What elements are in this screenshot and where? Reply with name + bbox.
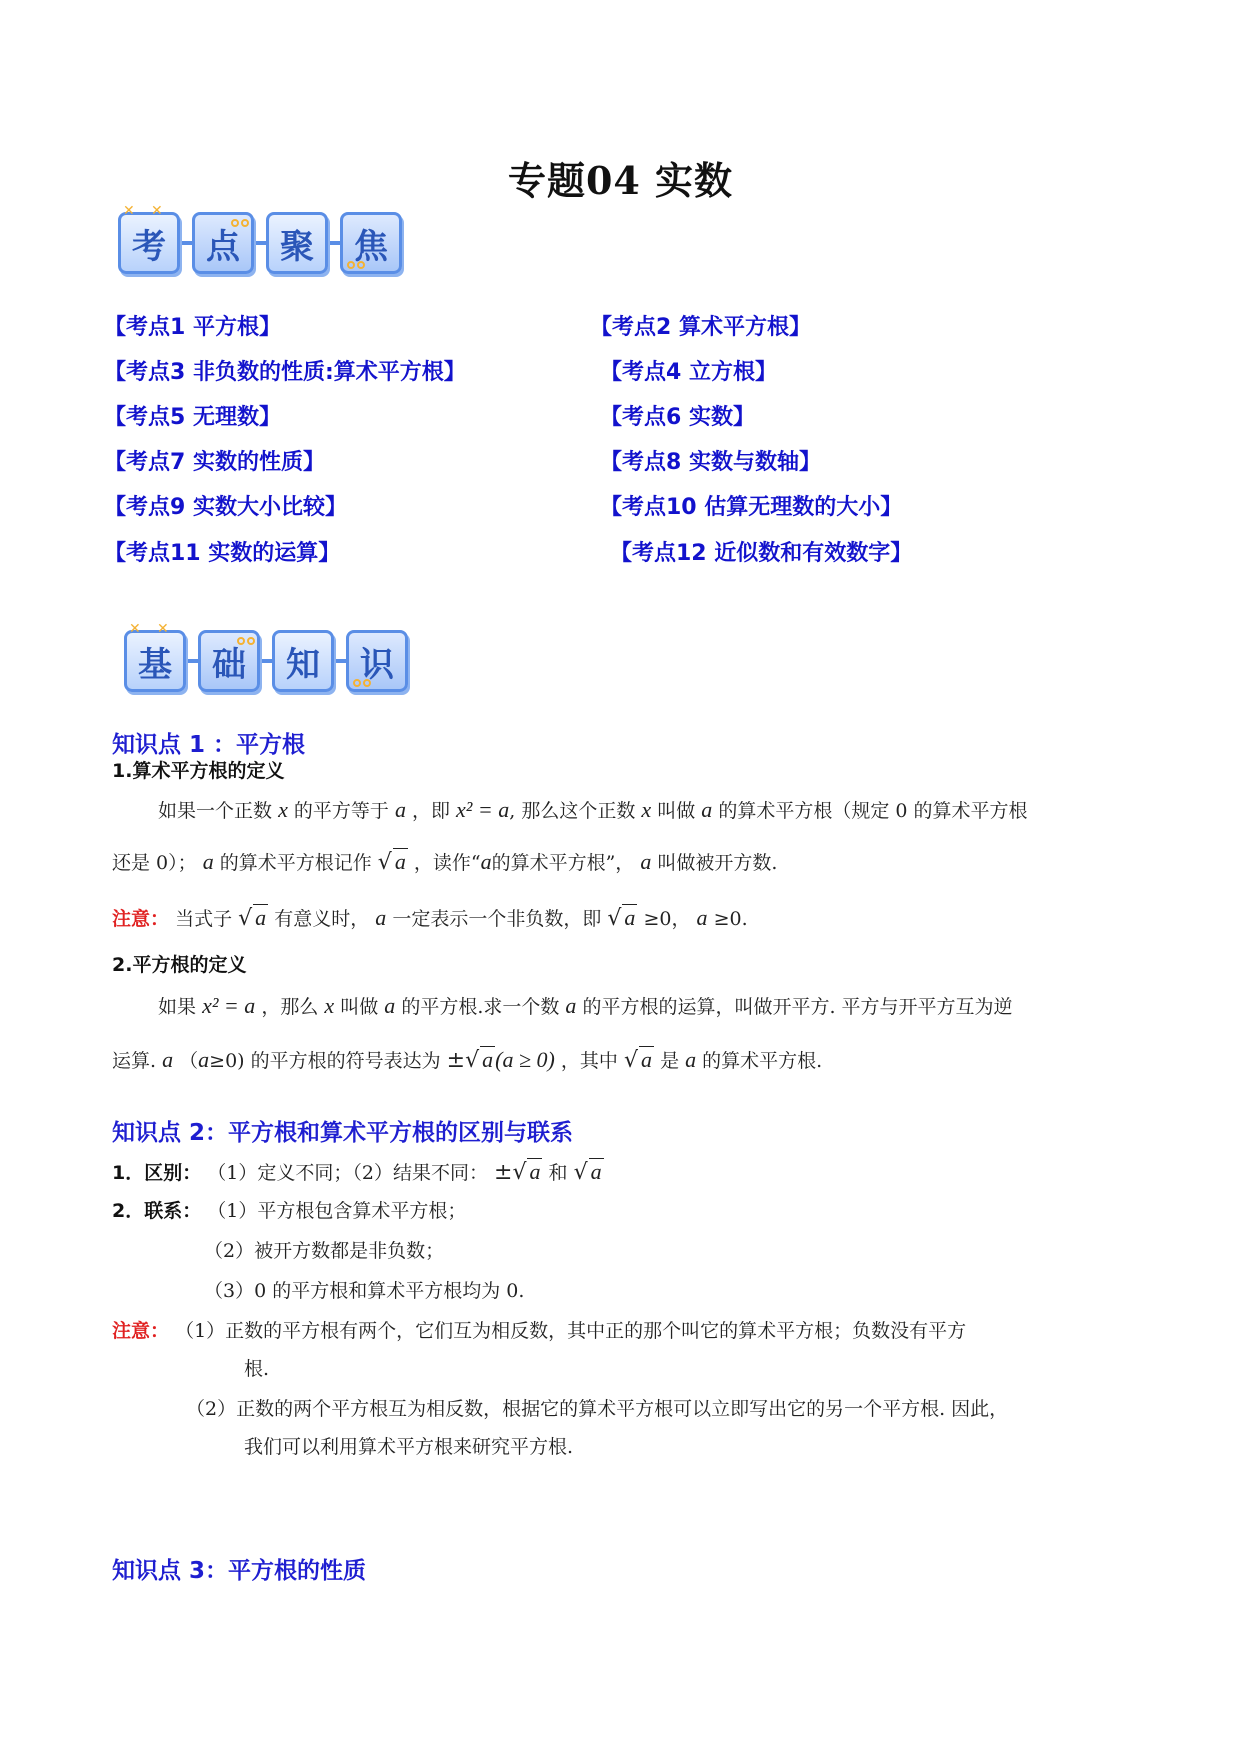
diff-line: [112, 1158, 604, 1185]
text: 一定表示一个非负数，即: [392, 908, 602, 930]
math-var: a: [202, 849, 214, 874]
kaodian-item[interactable]: 【考点9 实数大小比较】: [104, 495, 347, 520]
text: 叫做被开方数.: [657, 852, 778, 874]
text: ，其中: [560, 1050, 618, 1072]
note-line-2: [112, 1316, 966, 1343]
radical-icon: √: [377, 850, 392, 875]
banner-char: 知: [286, 644, 320, 685]
kaodian-item[interactable]: 【考点11 实数的运算】: [104, 541, 341, 566]
banner-tile: [346, 630, 408, 692]
math-sqrt: a: [529, 1159, 541, 1184]
text: 的算术平方根（规定 0 的算术平方根: [718, 800, 1028, 822]
text: 还是 0）；: [112, 852, 197, 874]
text: 的平方等于: [293, 800, 389, 822]
banner-char: 点: [206, 226, 240, 267]
text: （1）正数的平方根有两个，它们互为相反数，其中正的那个叫它的算术平方根；负数没有平方: [175, 1320, 967, 1342]
text: ≥0，: [643, 908, 691, 930]
text: 和: [548, 1162, 568, 1184]
link-label: 2．联系：: [112, 1200, 202, 1222]
banner-tile: [192, 212, 254, 274]
plus-minus-icon: ±: [494, 1160, 513, 1185]
banner-tile: [272, 630, 334, 692]
banner-tile: [266, 212, 328, 274]
banner-char: 焦: [354, 226, 388, 267]
note-line-2-cont: 根.: [244, 1358, 270, 1380]
banner-char: 聚: [280, 226, 314, 267]
kaodian-item[interactable]: 【考点8 实数与数轴】: [600, 450, 821, 475]
kaodian-item[interactable]: 【考点4 立方根】: [600, 360, 777, 385]
banner-char: 识: [360, 644, 394, 685]
connector: [186, 659, 198, 663]
math-equation: x² = a: [456, 797, 510, 822]
banner-tile: [118, 203, 180, 274]
kaodian-item[interactable]: 【考点5 无理数】: [104, 405, 281, 430]
math-var: x: [278, 797, 288, 822]
note-line-3: （2）正数的两个平方根互为相反数，根据它的算术平方根可以立即写出它的另一个平方根. 因此，: [186, 1398, 1009, 1420]
math-equation: x² = a: [202, 993, 256, 1018]
text: （: [179, 1050, 199, 1072]
text: （1）平方根包含算术平方根；: [207, 1200, 467, 1222]
sparkle-icon: ✕: [123, 203, 135, 219]
dots-icon: [231, 219, 249, 227]
subheading-sqrt-def: 2.平方根的定义: [112, 954, 247, 976]
text: ，即: [411, 800, 450, 822]
math-var: a: [701, 797, 713, 822]
text: 如果: [158, 996, 197, 1018]
math-var: a: [685, 1047, 697, 1072]
kaodian-item[interactable]: 【考点10 估算无理数的大小】: [600, 495, 903, 520]
paragraph-sqrt-line2: [112, 1046, 822, 1073]
banner-kaodian-jujiao: [118, 203, 402, 274]
radical-icon: √: [512, 1160, 527, 1185]
text: 的平方根的运算，叫做开平方. 平方与开平方互为逆: [582, 996, 1013, 1018]
banner-char: 基: [138, 644, 172, 685]
sparkle-icon: ✕: [129, 621, 141, 637]
math-var: a: [480, 849, 492, 874]
math-var: a: [565, 993, 577, 1018]
sparkle-icon: ✕: [157, 621, 169, 637]
kaodian-item[interactable]: 【考点6 实数】: [600, 405, 755, 430]
text: 如果一个正数: [158, 800, 273, 822]
radical-icon: √: [465, 1048, 480, 1073]
sparkle-icon: ✕: [151, 203, 163, 219]
kaodian-item[interactable]: 【考点2 算术平方根】: [590, 315, 811, 340]
banner-tile: [198, 630, 260, 692]
math-var: a: [162, 1047, 174, 1072]
math-var: a: [384, 993, 396, 1018]
connector: [254, 241, 266, 245]
connector: [334, 659, 346, 663]
math-var: x: [641, 797, 652, 822]
text: 的算术平方根记作: [219, 852, 372, 874]
link-line-2: （2）被开方数都是非负数；: [204, 1240, 445, 1262]
banner-char: 础: [212, 644, 246, 685]
link-line-3: （3）0 的平方根和算术平方根均为 0.: [204, 1280, 525, 1302]
diff-label: 1．区别：: [112, 1162, 202, 1184]
banner-tile: [340, 212, 402, 274]
text: ≥0.: [713, 908, 748, 930]
note-line-3-cont: 我们可以利用算术平方根来研究平方根.: [244, 1436, 574, 1458]
radical-icon: √: [623, 1048, 639, 1073]
page-title: 专题04 实数: [507, 158, 734, 203]
math-sqrt: a: [482, 1047, 494, 1072]
banner-jichu-zhishi: [124, 621, 408, 692]
math-condition: (a ≥ 0): [495, 1047, 555, 1072]
text: ，读作“: [413, 852, 481, 874]
plus-minus-icon: ±: [446, 1048, 466, 1073]
math-sqrt: a: [255, 905, 267, 930]
note-label: 注意：: [112, 1320, 170, 1342]
kaodian-item[interactable]: 【考点1 平方根】: [104, 315, 281, 340]
math-var: a: [640, 849, 652, 874]
subheading-arith-sqrt-def: 1.算术平方根的定义: [112, 760, 285, 782]
paragraph-sqrt-line1: [158, 992, 1013, 1019]
knowledge-heading-2: 知识点 2：平方根和算术平方根的区别与联系: [112, 1120, 574, 1146]
connector: [328, 241, 340, 245]
radical-icon: √: [573, 1160, 588, 1185]
text: , 那么这个正数: [509, 800, 636, 822]
text: 有意义时，: [274, 908, 370, 930]
link-line: [112, 1196, 466, 1223]
note-label: 注意：: [112, 908, 170, 930]
banner-tile: [124, 621, 186, 692]
dots-icon: [237, 637, 255, 645]
text: 的算术平方根.: [702, 1050, 823, 1072]
paragraph-arith-sqrt-line2: [112, 848, 777, 875]
knowledge-heading-3: 知识点 3：平方根的性质: [112, 1558, 367, 1584]
text: （1）定义不同；（2）结果不同：: [207, 1162, 488, 1184]
text: ，那么: [261, 996, 319, 1018]
math-var: a: [394, 797, 406, 822]
text: 的平方根.求一个数: [401, 996, 560, 1018]
text: 运算.: [112, 1050, 157, 1072]
note-line-1: [112, 904, 748, 931]
paragraph-arith-sqrt-line1: [158, 796, 1028, 823]
math-sqrt: a: [624, 905, 636, 930]
knowledge-heading-1: 知识点 1 ：平方根: [112, 732, 306, 758]
math-sqrt: a: [641, 1047, 653, 1072]
math-var: x: [324, 993, 335, 1018]
dots-icon: [347, 261, 365, 269]
text: 叫做: [657, 800, 696, 822]
kaodian-item[interactable]: 【考点7 实数的性质】: [104, 450, 325, 475]
kaodian-item[interactable]: 【考点12 近似数和有效数字】: [610, 541, 913, 566]
text: 当式子: [175, 908, 233, 930]
dots-icon: [353, 679, 371, 687]
connector: [180, 241, 192, 245]
math-sqrt: a: [394, 849, 406, 874]
kaodian-item[interactable]: 【考点3 非负数的性质:算术平方根】: [104, 360, 466, 385]
connector: [260, 659, 272, 663]
banner-char: 考: [132, 226, 166, 267]
text: 叫做: [340, 996, 379, 1018]
text: 的算术平方根”，: [491, 852, 635, 874]
radical-icon: √: [607, 906, 622, 931]
text: 是: [660, 1050, 680, 1072]
math-var: a: [375, 905, 387, 930]
radical-icon: √: [238, 906, 253, 931]
math-var: a: [696, 905, 708, 930]
math-sqrt: a: [590, 1159, 602, 1184]
text: ≥0) 的平方根的符号表达为: [209, 1050, 441, 1072]
math-var: a: [198, 1047, 210, 1072]
